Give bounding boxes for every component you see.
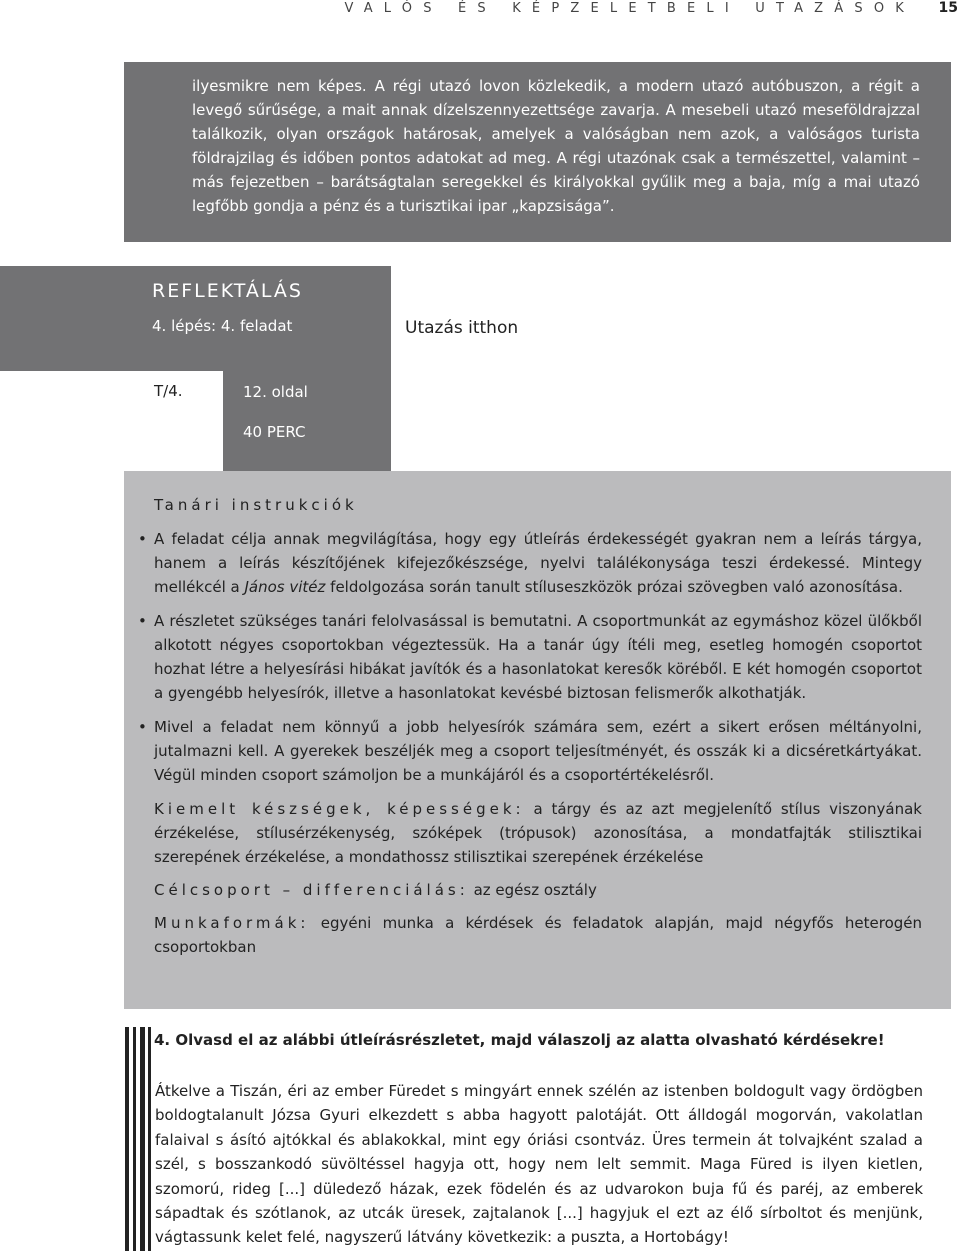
target-group-text: az egész osztály	[473, 881, 597, 899]
instruction-text-end: feldolgozása során tanult stíluseszközök prózai szövegben való azonosítása.	[325, 578, 903, 596]
work-title: János vitéz	[244, 578, 326, 596]
instruction-text-start: A feladat célja annak megvilágítása, hogy egy útleírás érdekességét gyakran nem a leírás tárgya, hanem a leírás készítőjének kifejezőkészsége, nyelvi találékonysága teszi érdekessé. Mintegy mellékcél a	[154, 530, 922, 596]
intro-text: ilyesmikre nem képes. A régi utazó lovon közlekedik, a modern utazó autóbuszon, a régit a levegő sűrűsége, a mait annak dízelszennyezettsége zavarja. A mesebeli utazó meseföldrajzzal találkozik, olyan országok határosak, amelyek a valóságban nem azok, a valóságos turista földrajzilag és időben pontos adatokat ad meg. A régi utazónak csak a természettel, valamint – más fejezetben – barátságtalan seregekkel és királyokkal gyűlik meg a baja, míg a mai utazó legfőbb gondja a pénz és a turisztikai ipar „kapzsisága”.	[192, 77, 920, 215]
skills-label: Kiemelt készségek, képességek:	[154, 800, 525, 818]
work-forms-text: egyéni munka a kérdések és feladatok alapján, majd négyfős heterogén csoportokban	[154, 914, 922, 956]
page-reference: 12. oldal	[243, 383, 308, 401]
margin-bars-decoration	[125, 1027, 155, 1251]
instruction-item	[138, 527, 922, 599]
bullet-icon: •	[138, 530, 147, 548]
work-forms-paragraph	[154, 911, 922, 959]
running-title: VALÓS ÉS KÉPZELETBELI UTAZÁSOK	[344, 1, 915, 16]
margin-bar	[140, 1027, 145, 1251]
section-title: REFLEKTÁLÁS	[152, 280, 303, 302]
task-code: T/4.	[154, 382, 183, 400]
teacher-instructions-box	[124, 471, 951, 1009]
target-group-label: Célcsoport – differenciálás:	[154, 881, 469, 899]
task-title: 4. Olvasd el az alábbi útleírásrészletet, majd válaszolj az alatta olvasható kérdésekre!	[154, 1031, 885, 1049]
bullet-icon: •	[138, 718, 147, 736]
instruction-item	[138, 609, 922, 705]
work-forms-label: Munkaformák:	[154, 914, 310, 932]
instruction-text: Mivel a feladat nem könnyű a jobb helyesírók számára sem, ezért a sikert erősen méltányolni, jutalmazni kell. A gyerekek beszéljék meg a csoport teljesítményét, és osszák ki a dicséretkártyákat. Végül minden csoport számoljon be a munkájáról és a csoportértékelésről.	[154, 718, 922, 784]
instruction-text: A részletet szükséges tanári felolvasással is bemutatni. A csoportmunkát az egymáshoz közel ülőkből alkotott négyes csoportokban végeztessük. Ha a tanár úgy ítéli meg, esetleg homogén csoportot hozhat létre a helyesírási hibákat javítók és a hasonlatokat keresők köréből. E két homogén csoportot a gyengébb helyesírók, illetve a hasonlatokat kevésbé biztosan felismerők alkothatják.	[154, 612, 922, 702]
instructions-list	[138, 527, 922, 787]
lesson-title: Utazás itthon	[405, 318, 519, 338]
bullet-icon: •	[138, 612, 147, 630]
skills-paragraph	[154, 797, 922, 869]
margin-bar	[125, 1027, 129, 1251]
instruction-item	[138, 715, 922, 787]
target-group-paragraph	[154, 878, 922, 902]
margin-bar	[148, 1027, 151, 1251]
step-label: 4. lépés: 4. feladat	[152, 317, 293, 335]
task-text: Átkelve a Tiszán, éri az ember Füredet s mingyárt ennek szélén az istenben boldogult vagy ördögben boldogtalanult Józsa Gyuri elkezdett s abba hagyott palotáját. Ott álldogál mogorván, vakolatlan falaival s ásító ajtókkal és ablakokkal, mint egy óriási csontváz. Üres termein át tolvajként szalad a szél, s bosszankodó süvöltéssel hagyja ott, hogy nem lelt semmit. Maga Füred is ilyen kietlen, szomorú, rideg [...] düledező házak, ezek födelén és az udvarokon buja fű és paréj, az emberek sápadtak és szótlanok, az utcák üresek, zajtalanok [...] hagyjuk el ezt az élő sírboltot és menjünk, vágtassunk kelet felé, nagyszerű látvány következik: a puszta, a Hortobágy!	[155, 1082, 923, 1247]
page-number: 15	[938, 0, 958, 16]
instructions-heading: Tanári instrukciók	[154, 496, 358, 514]
margin-bar	[133, 1027, 136, 1251]
skills-text: a tárgy és az azt megjelenítő stílus viszonyának érzékelése, stílusérzékenység, szóképek (trópusok) azonosítása, a mondatfajták stilisztikai szerepének érzékelése, a mondathossz stilisztikai szerepének érzékelése	[154, 800, 922, 866]
duration-label: 40 PERC	[243, 423, 306, 441]
intro-box	[124, 62, 951, 242]
page-header	[344, 0, 960, 16]
